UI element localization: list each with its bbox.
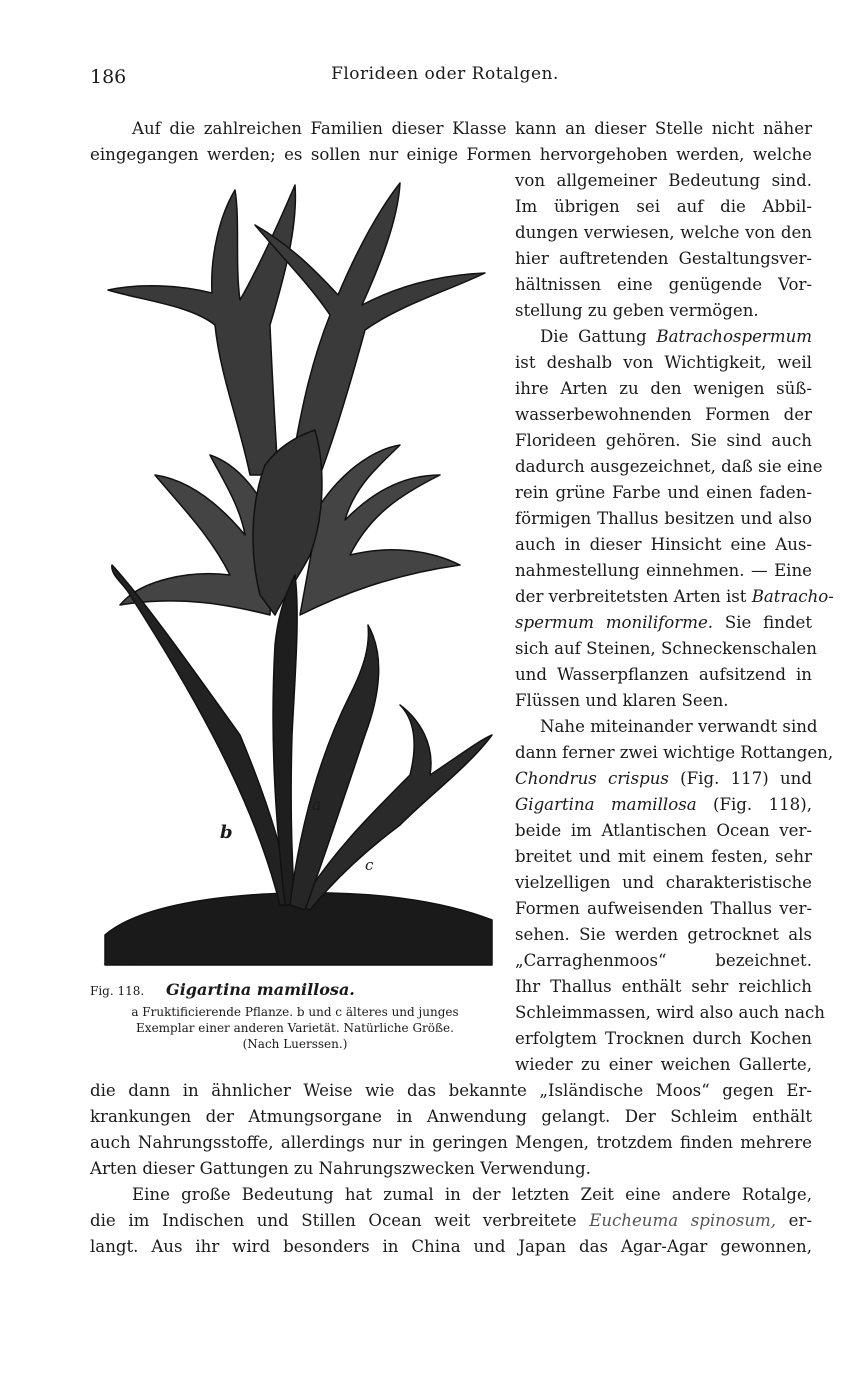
text-line (515, 766, 812, 792)
text-line: erfolgtem Trocknen durch Kochen (515, 1029, 812, 1048)
species-name: spermum moniliforme. (515, 613, 714, 632)
seaweed-illustration (100, 175, 500, 975)
text-line: vielzelligen und charakteristische (515, 873, 812, 892)
figure-title: Gigartina mamillosa. (166, 980, 355, 999)
species-name: Gigartina mamillosa (515, 795, 697, 814)
text-line: krankungen der Atmungsorgane in Anwendung gelangt. Der Schleim enthält (90, 1107, 812, 1126)
text-line (90, 1208, 812, 1234)
text-span: (Fig. 117) und (668, 769, 812, 788)
text-line (540, 324, 812, 350)
text-span: Die Gattung (540, 327, 657, 346)
stem-b (112, 565, 292, 905)
figure-label-a: a (312, 795, 322, 814)
text-line: ist deshalb von Wichtigkeit, weil (515, 353, 812, 372)
text-line: Eine große Bedeutung hat zumal in der letzten Zeit eine andere Rotalge, (132, 1185, 812, 1204)
species-name: Batrachospermum (656, 327, 812, 346)
species-name: Batracho- (751, 587, 834, 606)
upper-frond-left (108, 185, 295, 475)
figure-label-c: c (365, 856, 374, 874)
species-name: Chondrus crispus (515, 769, 669, 788)
text-line: wasserbewohnenden Formen der (515, 405, 812, 424)
text-line (515, 792, 812, 818)
text-line: „Carraghenmoos“ bezeichnet. (515, 951, 812, 970)
text-line: langt. Aus ihr wird besonders in China und Japan das Agar-Agar gewonnen, (90, 1237, 812, 1256)
text-line: hältnissen eine genügende Vor- (515, 275, 812, 294)
text-line: auch Nahrungsstoffe, allerdings nur in geringen Mengen, trotzdem finden mehrere (90, 1133, 812, 1152)
running-title: Florideen oder Rotalgen. (331, 64, 559, 84)
text-line (515, 584, 834, 610)
figure-caption-line: Exemplar einer anderen Varietät. Natürliche Größe. (136, 1021, 454, 1035)
text-line (515, 610, 812, 636)
text-line: Schleimmassen, wird also auch nach (515, 1003, 825, 1022)
artist-signature: K.A.-W.l. (104, 953, 155, 967)
text-line: hier auftretenden Gestaltungsver- (515, 249, 812, 268)
text-span: er- (776, 1211, 812, 1230)
figure-label-b: b (220, 822, 233, 843)
middle-frond-left (120, 455, 275, 615)
text-line: eingegangen werden; es sollen nur einige Formen hervorgehoben werden, welche (90, 145, 812, 164)
text-line: und Wasserpflanzen aufsitzend in (515, 665, 812, 684)
text-line: dungen verwiesen, welche von den (515, 223, 812, 242)
text-line: Formen aufweisenden Thallus ver- (515, 899, 812, 918)
text-line: von allgemeiner Bedeutung sind. (515, 171, 812, 190)
text-line: breitet und mit einem festen, sehr (515, 847, 812, 866)
text-line: ihre Arten zu den wenigen süß- (515, 379, 812, 398)
species-name: Eucheuma spinosum, (589, 1211, 777, 1230)
text-line: Ihr Thallus enthält sehr reichlich (515, 977, 812, 996)
text-line: wieder zu einer weichen Gallerte, (515, 1055, 812, 1074)
middle-frond-right (300, 445, 460, 615)
figure-caption-line: (Nach Luerssen.) (242, 1037, 348, 1051)
text-line: förmigen Thallus besitzen und also (515, 509, 812, 528)
text-span: der verbreitetsten Arten ist (515, 587, 752, 606)
text-line: Auf die zahlreichen Familien dieser Klasse kann an dieser Stelle nicht näher (132, 119, 812, 138)
text-line: dadurch ausgezeichnet, daß sie eine (515, 457, 823, 476)
text-line: Flüssen und klaren Seen. (515, 691, 729, 710)
text-line: die dann in ähnlicher Weise wie das bekannte „Isländische Moos“ gegen Er- (90, 1081, 812, 1100)
text-line: sehen. Sie werden getrocknet als (515, 925, 812, 944)
text-span: die im Indischen und Stillen Ocean weit verbreitete (90, 1211, 590, 1230)
figure-caption-title (90, 980, 500, 999)
text-line: Im übrigen sei auf die Abbil- (515, 197, 812, 216)
text-line: rein grüne Farbe und einen faden- (515, 483, 812, 502)
text-line: Florideen gehören. Sie sind auch (515, 431, 812, 450)
text-span: Sie findet (713, 613, 812, 632)
page-number: 186 (90, 66, 127, 88)
text-span: (Fig. 118), (696, 795, 812, 814)
text-line: Arten dieser Gattungen zu Nahrungszwecken Verwendung. (90, 1159, 591, 1178)
text-line: dann ferner zwei wichtige Rottangen, (515, 743, 834, 762)
figure-number: Fig. 118. (90, 984, 145, 998)
text-line: auch in dieser Hinsicht eine Aus- (515, 535, 812, 554)
text-line: Nahe miteinander verwandt sind (540, 717, 818, 736)
text-line: stellung zu geben vermögen. (515, 301, 759, 320)
figure-caption-line: a Fruktificierende Pflanze. b und c älteres und junges (131, 1005, 459, 1019)
text-line: beide im Atlantischen Ocean ver- (515, 821, 812, 840)
text-line: sich auf Steinen, Schneckenschalen (515, 639, 817, 658)
text-line: nahmestellung einnehmen. — Eine (515, 561, 812, 580)
